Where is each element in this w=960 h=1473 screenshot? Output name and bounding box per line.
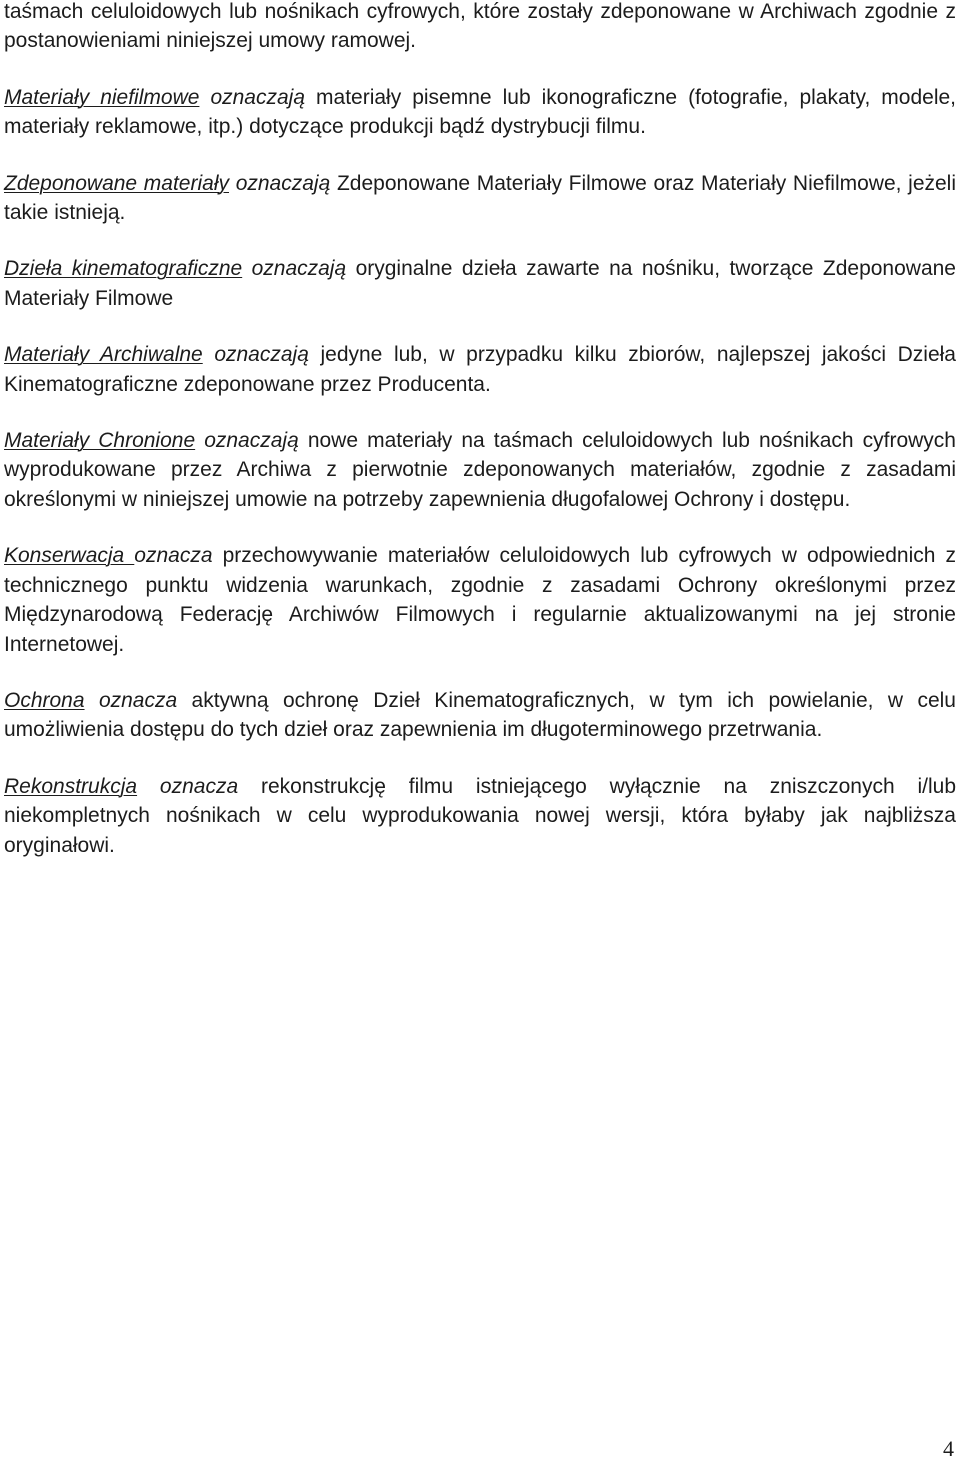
definition-dziela-kinematograficzne — [4, 254, 956, 313]
defined-term: Materiały Archiwalne — [4, 343, 203, 367]
paragraph-text: taśmach celuloidowych lub nośnikach cyfrowych, które zostały zdeponowane w Archiwach zgodnie z postanowieniami niniejszej umowy ramowej. — [4, 0, 956, 53]
definition-materialy-archiwalne — [4, 340, 956, 399]
definition-verb: oznacza — [134, 544, 213, 568]
defined-term: Zdeponowane materiały — [4, 171, 229, 195]
definition-text: rekonstrukcję filmu istniejącego wyłącznie na zniszczonych i/lub niekompletnych nośnikach w celu wyprodukowania nowej wersji, która byłaby jak najbliższa oryginałowi. — [4, 774, 957, 857]
definition-verb: oznaczają — [210, 85, 305, 109]
definition-text: materiały pisemne lub ikonograficzne (fotografie, plakaty, modele, materiały reklamowe, itp.) dotyczące produkcji bądź dystrybucji filmu. — [4, 85, 956, 139]
page-number: 4 — [943, 1436, 954, 1461]
definition-verb: oznaczają — [214, 343, 309, 367]
defined-term: Konserwacja — [4, 544, 135, 568]
definition-ochrona — [4, 686, 956, 745]
definition-text: nowe materiały na taśmach celuloidowych lub nośnikach cyfrowych wyprodukowane przez Archiwa z pierwotnie zdeponowanych materiałów, zgodnie z zasadami określonymi w niniejszej umowie na potrzeby zapewnienia długofalowej Ochrony i dostępu. — [4, 429, 956, 511]
definition-text: aktywną ochronę Dzieł Kinematograficznych, w tym ich powielanie, w celu umożliwienia dostępu do tych dzieł oraz zapewnienia im długoterminowego przetrwania. — [4, 688, 956, 742]
defined-term: Materiały niefilmowe — [4, 85, 200, 109]
definition-text: jedyne lub, w przypadku kilku zbiorów, najlepszej jakości Dzieła Kinematograficzne zdeponowane przez Producenta. — [4, 343, 956, 396]
definition-verb: oznacza — [159, 774, 239, 798]
definition-materialy-niefilmowe — [4, 83, 956, 142]
definition-konserwacja — [4, 541, 956, 659]
definition-text: oryginalne dzieła zawarte na nośniku, tworzące Zdeponowane Materiały Filmowe — [4, 257, 956, 310]
definition-rekonstrukcja — [4, 772, 956, 860]
definition-text: Zdeponowane Materiały Filmowe oraz Materiały Niefilmowe, jeżeli takie istnieją. — [4, 171, 957, 225]
definition-verb: oznacza — [98, 688, 178, 712]
defined-term: Dzieła kinematograficzne — [4, 257, 243, 281]
definition-materialy-chronione — [4, 426, 956, 514]
definition-verb: oznaczają — [204, 429, 299, 453]
paragraph-continuation — [4, 0, 956, 56]
document-page — [4, 0, 956, 887]
defined-term: Rekonstrukcja — [4, 774, 138, 798]
defined-term: Ochrona — [4, 688, 85, 712]
defined-term: Materiały Chronione — [4, 429, 196, 453]
definition-verb: oznaczają — [251, 257, 347, 281]
definition-zdeponowane-materialy — [4, 169, 956, 228]
definition-text: przechowywanie materiałów celuloidowych lub cyfrowych w odpowiednich z technicznego punktu widzenia warunkach, zgodnie z zasadami Ochrony określonymi przez Międzynarodową Federację Archiwów Filmowych i regularnie aktualizowanymi na jej stronie Internetowej. — [4, 544, 956, 656]
definition-verb: oznaczają — [235, 171, 331, 195]
